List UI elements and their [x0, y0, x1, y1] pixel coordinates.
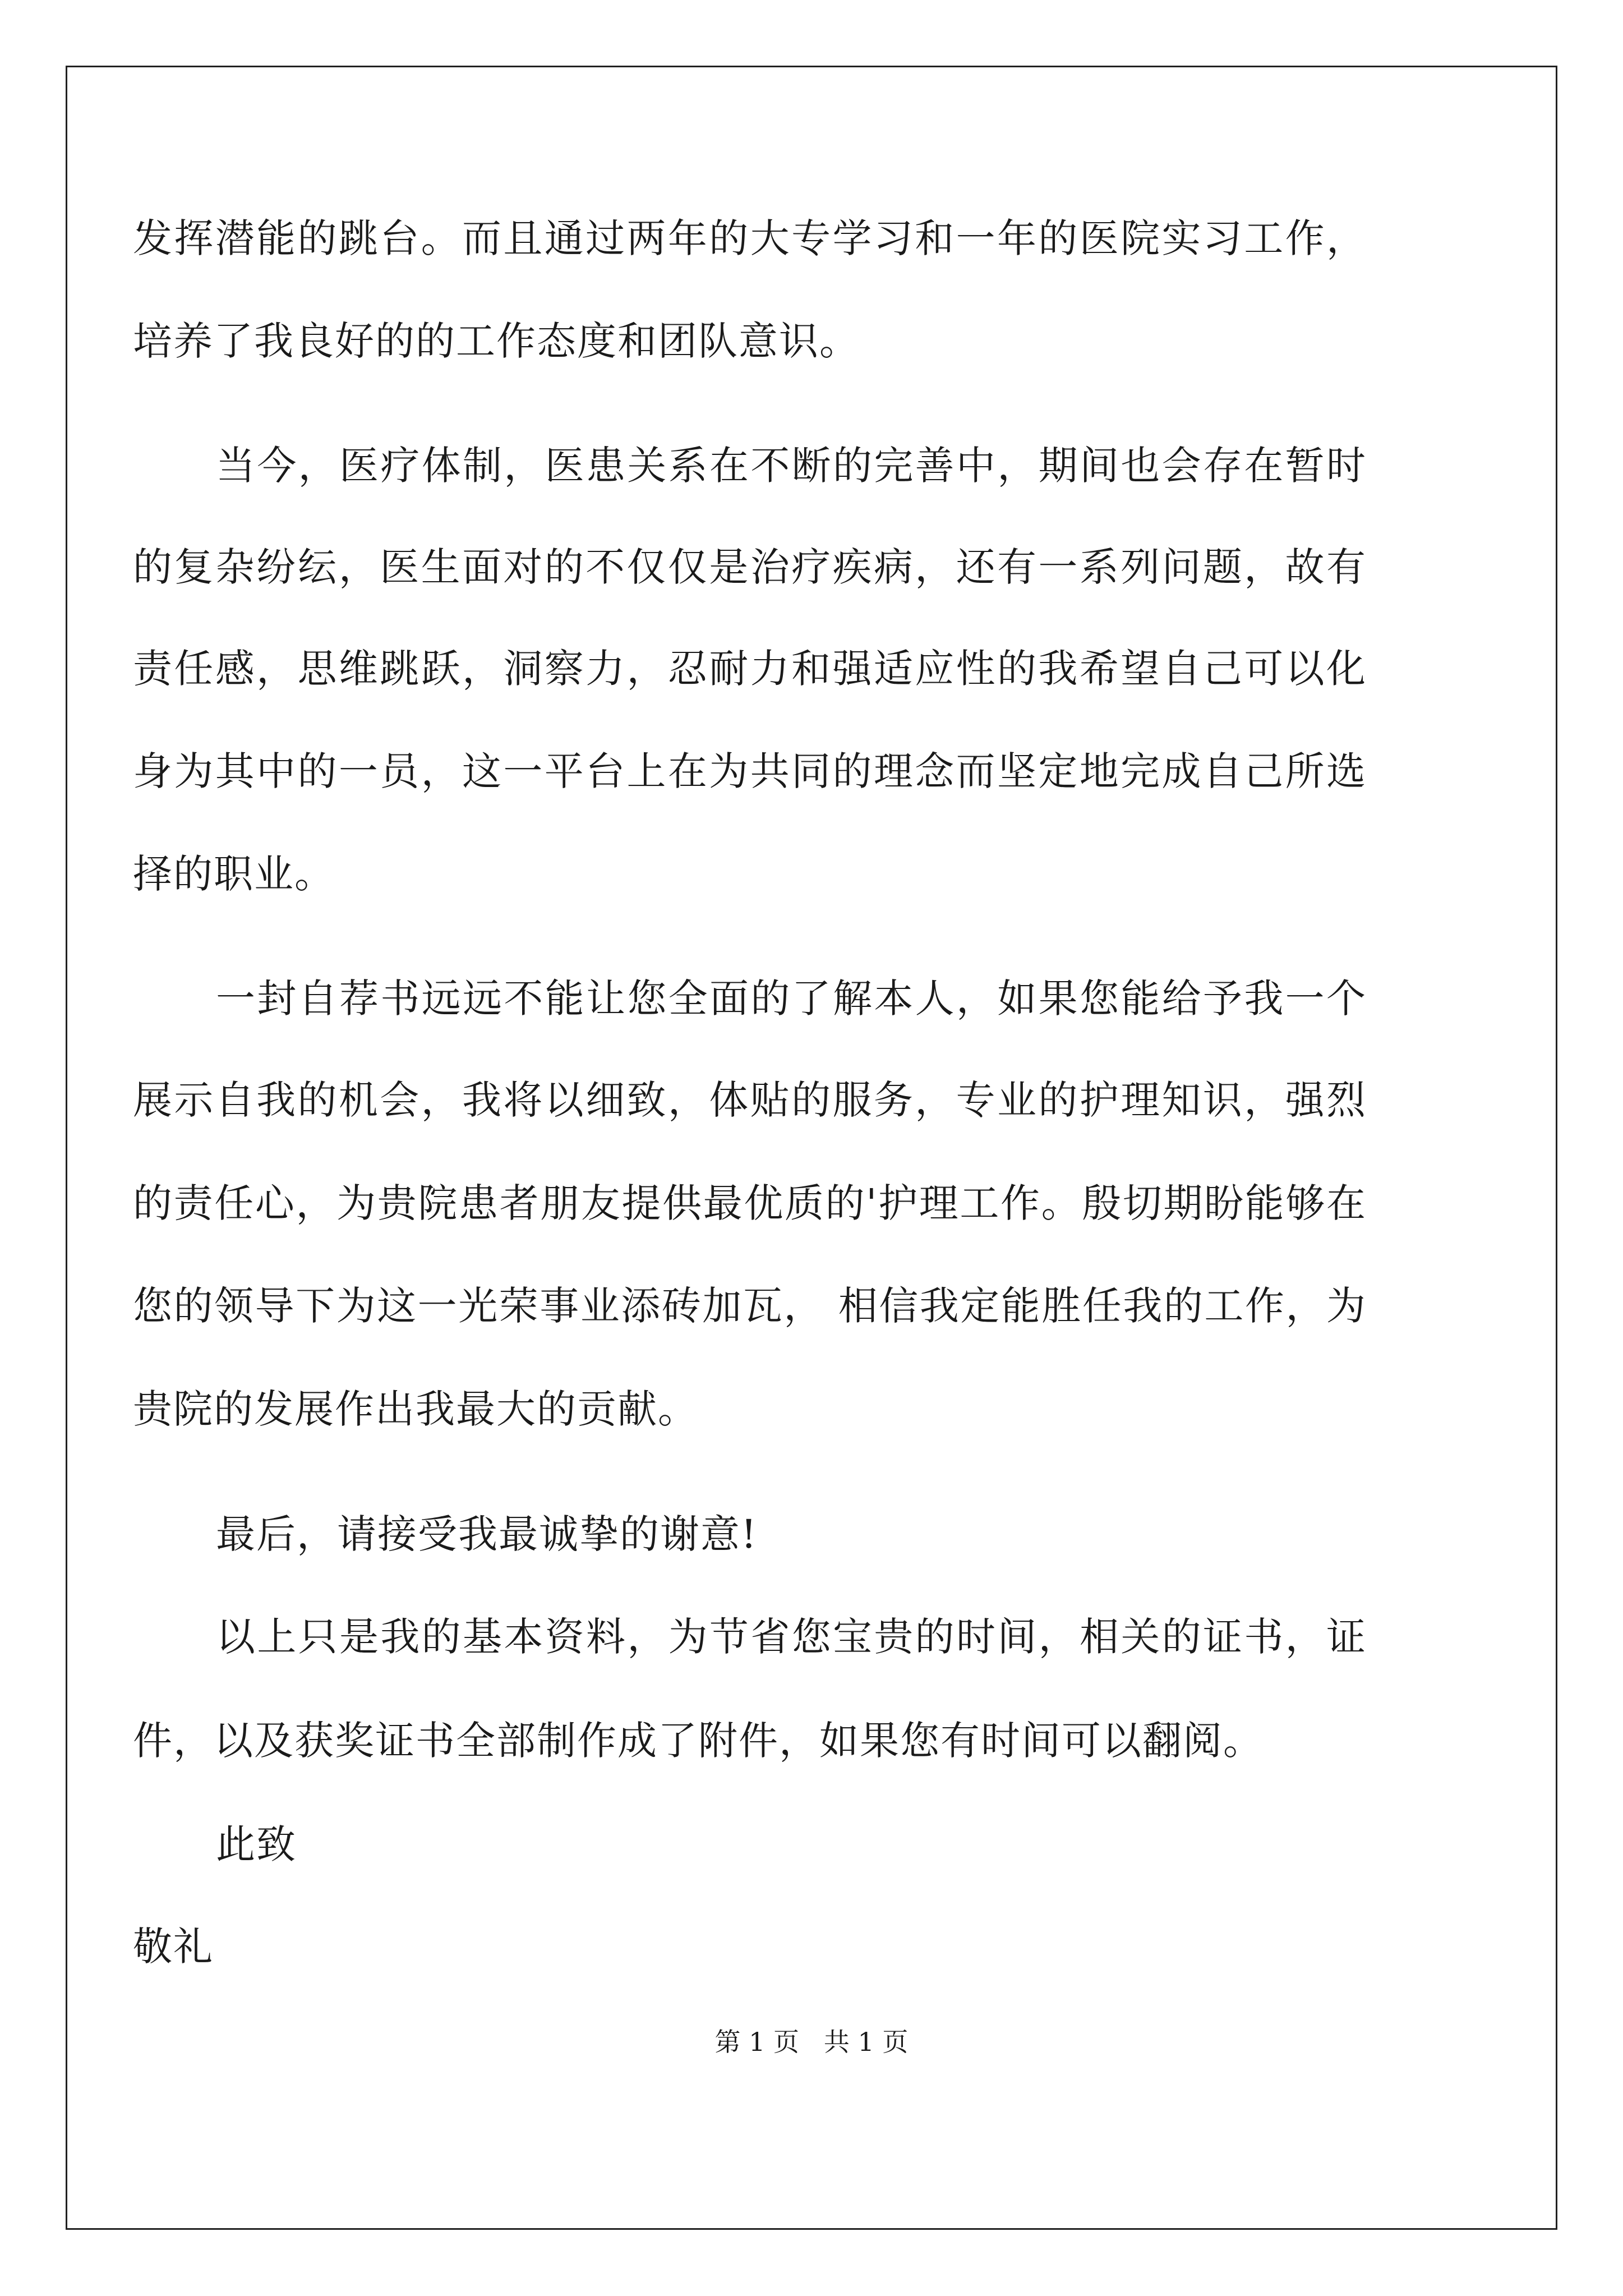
text-line-3: 当今，医疗体制，医患关系在不断的完善中，期间也会存在暂时: [216, 443, 1367, 489]
text-line-13: 最后，请接受我最诚挚的谢意!: [216, 1511, 758, 1557]
text-line-11: 您的领导下为这一光荣事业添砖加瓦， 相信我定能胜任我的工作，为: [133, 1283, 1367, 1329]
text-line-12: 贵院的发展作出我最大的贡献。: [133, 1386, 698, 1432]
text-line-8: 一封自荐书远远不能让您全面的了解本人，如果您能给予我一个: [216, 976, 1367, 1022]
text-line-14: 以上只是我的基本资料，为节省您宝贵的时间，相关的证书，证: [216, 1614, 1367, 1660]
page-border: [66, 66, 1557, 2230]
closing-regards: 敬礼: [133, 1924, 214, 1970]
text-line-5: 责任感，思维跳跃，洞察力，忍耐力和强适应性的我希望自己可以化: [133, 646, 1367, 692]
page-number-footer: 第 1 页 共 1 页: [714, 2027, 909, 2057]
text-line-2: 培养了我良好的的工作态度和团队意识。: [133, 318, 860, 364]
text-line-9: 展示自我的机会，我将以细致，体贴的服务，专业的护理知识，强烈: [133, 1077, 1367, 1123]
text-line-10: 的责任心，为贵院患者朋友提供最优质的'护理工作。殷切期盼能够在: [133, 1180, 1367, 1226]
text-line-1: 发挥潜能的跳台。而且通过两年的大专学习和一年的医院实习工作，: [133, 215, 1367, 261]
text-line-6: 身为其中的一员，这一平台上在为共同的理念而坚定地完成自己所选: [133, 748, 1367, 794]
text-line-15: 件，以及获奖证书全部制作成了附件，如果您有时间可以翻阅。: [133, 1718, 1264, 1764]
text-line-7: 择的职业。: [133, 851, 335, 897]
text-line-4: 的复杂纷纭，医生面对的不仅仅是治疗疾病，还有一系列问题，故有: [133, 544, 1367, 590]
closing-salutation: 此致: [216, 1821, 297, 1867]
